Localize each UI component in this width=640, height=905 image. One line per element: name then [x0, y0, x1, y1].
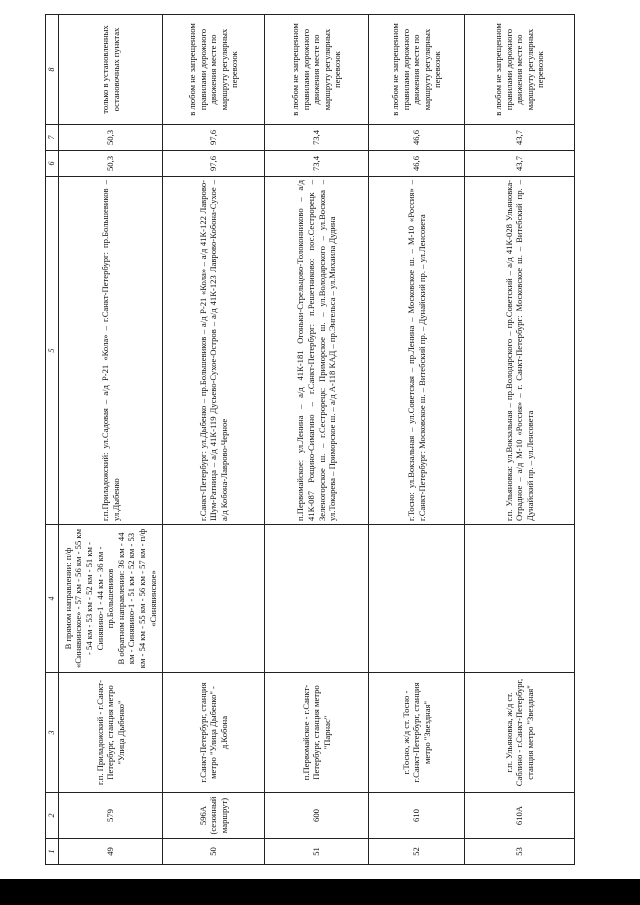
- column-number: 6: [46, 151, 59, 177]
- route-number: 579: [59, 793, 163, 839]
- table-row: [465, 15, 575, 865]
- length-back: 43,7: [465, 125, 575, 151]
- route-path: г.Тосно: ул.Вокзальная – ул.Советская – пр.Ленина – Московское ш. – М-10 «Россия» – г.Санкт-Петербург: Московское ш. – Витебский пр. – Дунайский пр. – ул.Ленсовета: [369, 177, 465, 525]
- stop-order: в любом не запрещенном правилами дорожного движения месте по маршруту регулярных перевозок: [163, 15, 265, 125]
- column-number-row: [46, 15, 59, 865]
- stop-order: в любом не запрещенном правилами дорожного движения месте по маршруту регулярных перевозок: [265, 15, 369, 125]
- length-back: 97,6: [163, 125, 265, 151]
- route-endpoints: г.п. Приладожский - г.Санкт-Петербург, станция метро "Улица Дыбенко": [59, 673, 163, 793]
- route-endpoints: г.Тосно, ж/д ст. Тосно - г.Санкт-Петербург, станция метро "Звездная": [369, 673, 465, 793]
- stop-order: только в установленных остановочных пунктах: [59, 15, 163, 125]
- length-forward: 43,7: [465, 151, 575, 177]
- column-number: 7: [46, 125, 59, 151]
- column-number: 4: [46, 525, 59, 673]
- length-forward: 73,4: [265, 151, 369, 177]
- routes-table: [45, 14, 575, 865]
- length-back: 73,4: [265, 125, 369, 151]
- route-endpoints: г.п. Ульяновка, ж/д ст. Саблино - г.Санкт-Петербург, станция метро "Звездная": [465, 673, 575, 793]
- column-number: 2: [46, 793, 59, 839]
- length-forward: 97,6: [163, 151, 265, 177]
- route-path: п.Первомайское: ул.Ленина – а/д 41К-181 Огоньки-Стрельцово-Толоконниково – а/д 41К-087 Рощино-Симагино – г.Санкт-Петербург: п.Решетниково: пос.Сестрорецк – Зеленогорское ш. – г.Сестрорецк: Приморское ш. – ул.Володарского – ул.Воскова – ул.Токарева – Приморское ш. – а/д А-118 КАД – пр.Энгельса – ул.Михаила Дудина: [265, 177, 369, 525]
- table-row: [265, 15, 369, 865]
- row-number: 49: [59, 839, 163, 865]
- table-row: [59, 15, 163, 865]
- column-number: 3: [46, 673, 59, 793]
- route-path: г.п.Приладожский: ул.Садовая – а/д Р-21 «Кола» – г.Санкт-Петербург: пр.Большевиков – ул.Дыбенко: [59, 177, 163, 525]
- row-number: 53: [465, 839, 575, 865]
- route-stops: [163, 525, 265, 673]
- route-stops: [369, 525, 465, 673]
- length-back: 50,3: [59, 125, 163, 151]
- length-forward: 46,6: [369, 151, 465, 177]
- route-stops: [465, 525, 575, 673]
- route-path: г.п. Ульяновка: ул.Вокзальная – пр.Володарского – пр.Советский – а/д 41К-028 Ульяновка-Отрадное – а/д М-10 «Россия» – г. Санкт-Петербург: Московское ш. – Витебский пр. – Дунайский пр. – ул.Ленсовета: [465, 177, 575, 525]
- row-number: 51: [265, 839, 369, 865]
- route-number: 610А: [465, 793, 575, 839]
- length-back: 46,6: [369, 125, 465, 151]
- route-number: 600: [265, 793, 369, 839]
- route-stops: [265, 525, 369, 673]
- row-number: 50: [163, 839, 265, 865]
- table-row: [369, 15, 465, 865]
- stop-order: в любом не запрещенном правилами дорожного движения месте по маршруту регулярных перевозок: [369, 15, 465, 125]
- table-row: [163, 15, 265, 865]
- column-number: 8: [46, 15, 59, 125]
- route-number: 610: [369, 793, 465, 839]
- route-stops: В прямом направлении: п/ф «Синявинское» - 57 км - 56 км - 55 км - 54 км - 53 км - 52 км - 51 км - Синявино-1 - 44 км - 36 км - пр.Большевиков В обратном направлении: 36 км - 44 км - Синявино-1 - 51 км - 52 км - 53 км - 54 км - 55 км - 56 км - 57 км - п/ф «Синявинское»: [59, 525, 163, 673]
- row-number: 52: [369, 839, 465, 865]
- route-number: 596А (сезонный маршрут): [163, 793, 265, 839]
- route-endpoints: п.Первомайское - г.Санкт-Петербург, станция метро "Парнас": [265, 673, 369, 793]
- route-path: г.Санкт-Петербург: ул.Дыбенко – пр.Большевиков – а/д Р-21 «Кола» – а/д 41К-122 Лаврово-Шум-Ратница – а/д 41К-119 Дусьево-Сухое-Остров – а/д 41К-123 Лаврово-Кобона-Сухое – а/д Кобона-Лаврово-Черное: [163, 177, 265, 525]
- route-endpoints: г.Санкт-Петербург, станция метро "Улица Дыбенко" - д.Кобона: [163, 673, 265, 793]
- column-number: 1: [46, 839, 59, 865]
- scan-edge-bar: [0, 879, 640, 905]
- column-number: 5: [46, 177, 59, 525]
- length-forward: 50,3: [59, 151, 163, 177]
- stop-order: в любом не запрещенном правилами дорожного движения месте по маршруту регулярных перевозок: [465, 15, 575, 125]
- rotated-table-wrapper: [45, 15, 575, 865]
